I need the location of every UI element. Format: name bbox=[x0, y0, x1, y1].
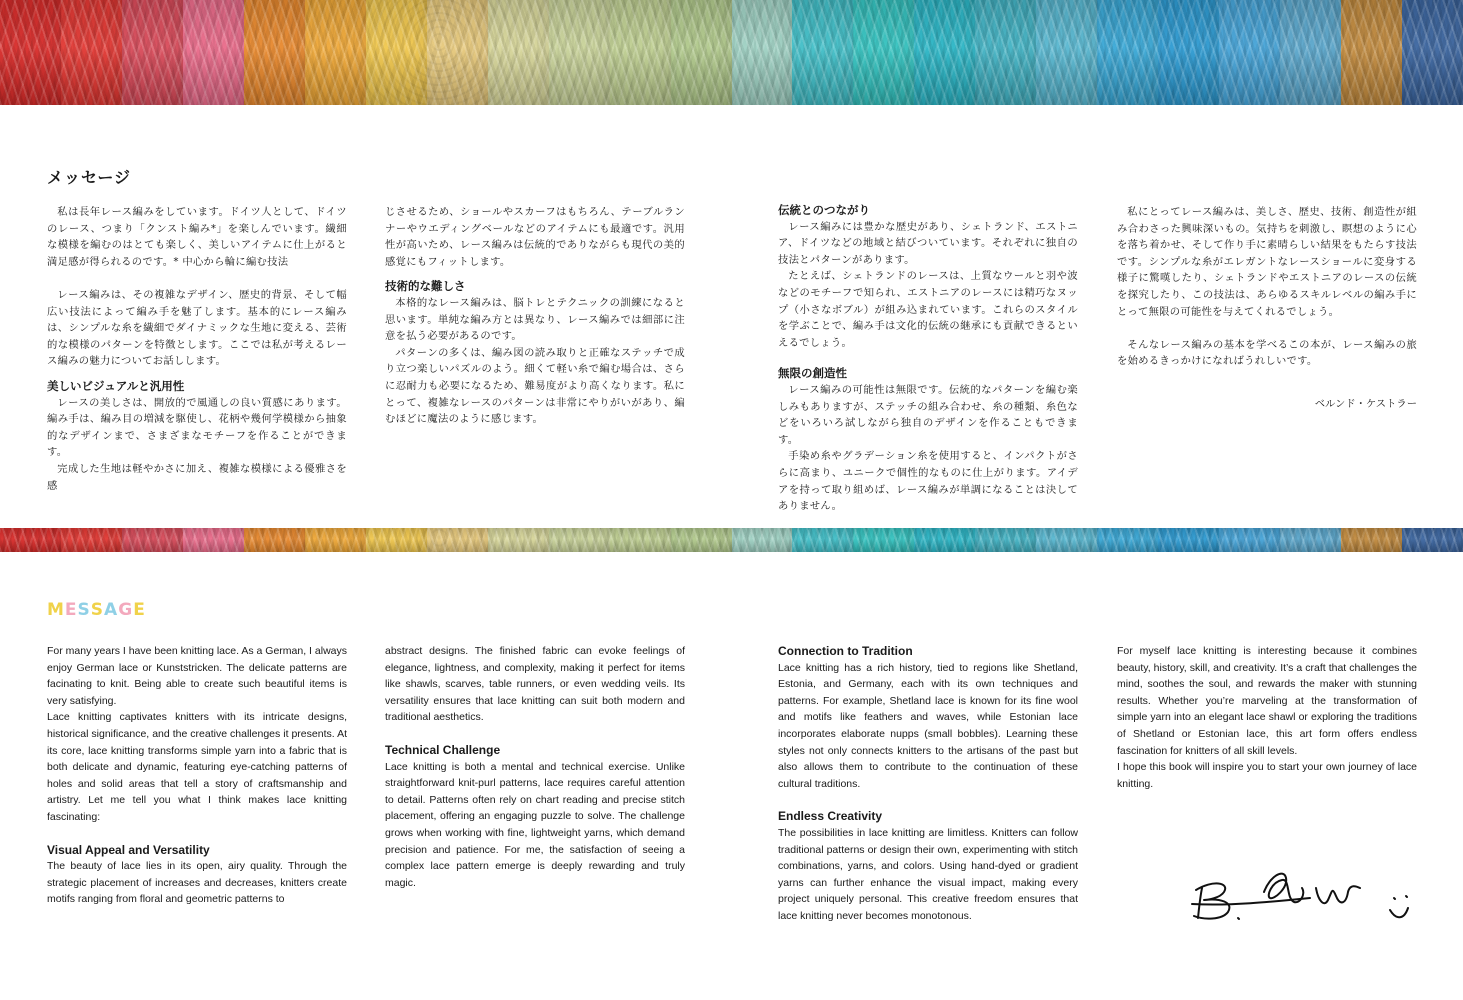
paragraph: 私にとってレース編みは、美しさ、歴史、技術、創造性が組み合わさった興味深いもの。気持ちを刺激し、瞑想のように心を落ち着かせ、そして作り手に素晴らしい結果をもたらす技法です。シンプルな糸がエレガントなレースショールに変身する様子に驚嘆したり、シェトランドやエストニアのレースの伝統を探究したり、この技法は、あらゆるスキルレベルの編み手にとって無限の可能性を与えてくれるでしょう。 bbox=[1117, 206, 1417, 318]
yarn-stripe bbox=[1280, 528, 1347, 552]
yarn-stripe bbox=[732, 528, 799, 552]
yarn-stripe bbox=[671, 528, 738, 552]
logo-letter: A bbox=[104, 600, 119, 620]
paragraph: abstract designs. The finished fabric can evoke feelings of elegance, lightness, and complexity, making it perfect for items like shawls, scarves, table runners, or even wedding veils. Its versatility ensures that lace knitting can suit both modern and traditional aesthetics. bbox=[385, 645, 685, 724]
yarn-stripe bbox=[1219, 0, 1286, 105]
section-heading: Endless Creativity bbox=[778, 809, 883, 824]
paragraph: 私は長年レース編みをしています。ドイツ人として、ドイツのレース、つまり「クンスト編み*」を楽しんでいます。繊細な模様を編むのはとても楽しく、美しいアイテムに仕上がると満足感が得られるのです。* 中心から輪に編む技法 bbox=[47, 206, 347, 268]
yarn-stripe bbox=[1158, 528, 1225, 552]
japanese-title: メッセージ bbox=[47, 168, 132, 187]
paragraph: レース編みには豊かな歴史があり、シェトランド、エストニア、ドイツなどの地域と結びついています。それぞれに独自の技法とパターンがあります。 bbox=[778, 220, 1078, 266]
yarn-stripe bbox=[853, 528, 920, 552]
japanese-column-2 bbox=[385, 204, 685, 428]
section-heading: Technical Challenge bbox=[385, 742, 501, 757]
yarn-stripe bbox=[549, 0, 616, 105]
yarn-stripe bbox=[488, 0, 555, 105]
paragraph: Lace knitting has a rich history, tied to regions like Shetland, Estonia, and Germany, each with its own techniques and patterns. For example, Shetland lace is known for its fine wool and motifs like feathers and waves, while Estonian lace incorporates elaborate nupps (small bobbles). Learning these styles not only connects knitters to the artisans of the past but also allows them to contribute to the continuation of these cultural traditions. bbox=[778, 661, 1078, 790]
english-column-1 bbox=[47, 643, 347, 908]
yarn-stripe bbox=[427, 528, 494, 552]
yarn-stripe bbox=[1280, 0, 1347, 105]
paragraph: パターンの多くは、編み図の読み取りと正確なステッチで成り立つ楽しいパズルのよう。細くて軽い糸で編む場合は、さらに忍耐力も必要になるため、難易度がより高くなります。私にとって、複雑なレースのパターンは非常にやりがいがあり、編むほどに魔法のように感じます。 bbox=[385, 346, 685, 426]
yarn-stripe bbox=[0, 0, 67, 105]
logo-letter: S bbox=[77, 600, 91, 620]
yarn-stripe bbox=[1158, 0, 1225, 105]
paragraph: 本格的なレース編みは、脳トレとテクニックの訓練になると思います。単純な編み方とは異なり、レース編みでは細部に注意を払う必要があるのです。 bbox=[385, 296, 685, 343]
english-column-3 bbox=[778, 643, 1078, 925]
yarn-stripe bbox=[488, 528, 555, 552]
yarn-stripe bbox=[122, 0, 189, 105]
logo-letter: E bbox=[133, 600, 146, 620]
yarn-stripe bbox=[61, 0, 128, 105]
logo-letter: E bbox=[64, 600, 78, 620]
yarn-stripe bbox=[366, 0, 433, 105]
yarn-stripe bbox=[1402, 0, 1463, 105]
yarn-stripe bbox=[1097, 0, 1164, 105]
english-column-4 bbox=[1117, 643, 1417, 792]
japanese-column-4 bbox=[1117, 204, 1417, 413]
paragraph: レース編みは、その複雑なデザイン、歴史的背景、そして幅広い技法によって編み手を魅了します。基本的にレース編みは、シンプルな糸を繊細でダイナミックな生地に変える、芸術的な模様のパターンを特徴とします。ここでは私が考えるレース編みの魅力についてお話しします。 bbox=[47, 288, 347, 368]
yarn-stripe bbox=[1341, 0, 1408, 105]
japanese-column-3 bbox=[778, 202, 1078, 515]
top-knit-banner bbox=[0, 0, 1463, 105]
paragraph: 完成した生地は軽やかさに加え、複雑な模様による優雅さを感 bbox=[47, 462, 347, 492]
yarn-stripe bbox=[975, 0, 1042, 105]
yarn-stripe bbox=[305, 0, 372, 105]
section-heading: 伝統とのつながり bbox=[778, 203, 870, 217]
section-heading: Connection to Tradition bbox=[778, 644, 913, 658]
yarn-stripe bbox=[1341, 528, 1408, 552]
yarn-stripe bbox=[61, 528, 128, 552]
paragraph: 手染め糸やグラデーション糸を使用すると、インパクトがさらに高まり、ユニークで個性的なものに仕上がります。アイデアを持って取り組めば、レース編みが単調になることは決してありません。 bbox=[778, 450, 1078, 513]
section-heading: 無限の創造性 bbox=[778, 366, 847, 381]
yarn-stripe bbox=[975, 528, 1042, 552]
section-heading: Visual Appeal and Versatility bbox=[47, 842, 210, 857]
yarn-stripe bbox=[305, 528, 372, 552]
yarn-stripe bbox=[244, 0, 311, 105]
paragraph: The possibilities in lace knitting are limitless. Knitters can follow traditional patterns or design their own, experimenting with stitch combinations, yarns, and colors. Using hand-dyed or gradient yarns can further enhance the visual impact, making every project uniquely personal. This creative freedom ensures that lace knitting never becomes monotonous. bbox=[778, 826, 1078, 922]
yarn-stripe bbox=[610, 528, 677, 552]
paragraph: For many years I have been knitting lace. As a German, I always enjoy German lace or Kunststricken. The delicate patterns are facinating to knit. Being able to create such beautiful items is very satisfying. bbox=[47, 645, 347, 707]
logo-letter: S bbox=[90, 600, 105, 620]
yarn-stripe bbox=[732, 0, 799, 105]
paragraph: The beauty of lace lies in its open, airy quality. Through the strategic placement of increases and decreases, knitters create motifs ranging from floral and geometric patterns to bbox=[47, 860, 347, 906]
section-heading: 技術的な難しさ bbox=[385, 279, 466, 294]
yarn-stripe bbox=[610, 0, 677, 105]
section-heading: 美しいビジュアルと汎用性 bbox=[47, 378, 185, 393]
yarn-stripe bbox=[183, 528, 250, 552]
middle-knit-band bbox=[0, 528, 1463, 552]
yarn-stripe bbox=[914, 0, 981, 105]
message-logo-heading bbox=[47, 600, 146, 620]
paragraph: じさせるため、ショールやスカーフはもちろん、テーブルランナーやウエディングベールなどのアイテムにも最適です。汎用性が高いため、レース編みは伝統的でありながらも現代の美的感覚にもフィットします。 bbox=[385, 206, 685, 268]
yarn-stripe bbox=[792, 0, 859, 105]
paragraph: たとえば、シェトランドのレースは、上質なウールと羽や波などのモチーフで知られ、エストニアのレースには精巧なヌップ（小さなボブル）が組み込まれています。これらのスタイルを学ぶことで、編み手は文化的伝統の継承にも貢献できるといえるでしょう。 bbox=[778, 270, 1078, 349]
yarn-stripe bbox=[427, 0, 494, 105]
paragraph: レースの美しさは、開放的で風通しの良い質感にあります。編み手は、編み目の増減を駆使し、花柄や幾何学模様から抽象的なデザインまで、さまざまなモチーフを作ることができます。 bbox=[47, 396, 347, 459]
paragraph: そんなレース編みの基本を学べるこの本が、レース編みの旅を始めるきっかけになればうれしいです。 bbox=[1117, 338, 1417, 368]
english-column-2 bbox=[385, 643, 685, 891]
paragraph: For myself lace knitting is interesting because it combines beauty, history, skill, and creativity. It’s a craft that challenges the mind, soothes the soul, and rewards the maker with stunning results. Whether you’re marveling at the transformation of simple yarn into an elegant lace shawl or exploring the traditions of Shetland or Estonian lace, this art form offers endless fascination for knitters of all skill levels. bbox=[1117, 645, 1417, 757]
yarn-stripe bbox=[183, 0, 250, 105]
logo-letter: G bbox=[118, 600, 134, 620]
yarn-stripe bbox=[549, 528, 616, 552]
paragraph: I hope this book will inspire you to start your own journey of lace knitting. bbox=[1117, 761, 1417, 790]
yarn-stripe bbox=[244, 528, 311, 552]
handwritten-signature bbox=[1190, 858, 1425, 930]
yarn-stripe bbox=[122, 528, 189, 552]
yarn-stripe bbox=[1036, 0, 1103, 105]
yarn-stripe bbox=[366, 528, 433, 552]
paragraph: レース編みの可能性は無限です。伝統的なパターンを編む楽しみもありますが、ステッチの組み合わせ、糸の種類、糸色などをいろいろ試しながら独自のデザインを作ることもできます。 bbox=[778, 383, 1078, 446]
yarn-stripe bbox=[853, 0, 920, 105]
logo-letter: M bbox=[47, 600, 65, 620]
yarn-stripe bbox=[671, 0, 738, 105]
author-name: ベルンド・ケストラー bbox=[1314, 397, 1417, 410]
yarn-stripe bbox=[914, 528, 981, 552]
yarn-stripe bbox=[0, 528, 67, 552]
yarn-stripe bbox=[1097, 528, 1164, 552]
yarn-stripe bbox=[1219, 528, 1286, 552]
paragraph: Lace knitting captivates knitters with its intricate designs, historical significance, and the creative challenges it presents. At its core, lace knitting transforms simple yarn into a fabric that is both delicate and dynamic, featuring eye-catching patterns of holes and solid areas that tell a story of craftsmanship and artistry. Let me tell you what I think makes lace knitting fascinating: bbox=[47, 711, 347, 823]
paragraph: Lace knitting is both a mental and technical exercise. Unlike straightforward knit-purl patterns, lace requires careful attention to detail. Patterns often rely on chart reading and precise stitch placement, offering an engaging puzzle to solve. The challenge grows when working with fine, lightweight yarns, which demand precision and patience. For me, the satisfaction of seeing a complex lace pattern emerge is deeply rewarding and truly magic. bbox=[385, 760, 685, 889]
japanese-column-1 bbox=[47, 204, 347, 494]
yarn-stripe bbox=[792, 528, 859, 552]
yarn-stripe bbox=[1402, 528, 1463, 552]
yarn-stripe bbox=[1036, 528, 1103, 552]
